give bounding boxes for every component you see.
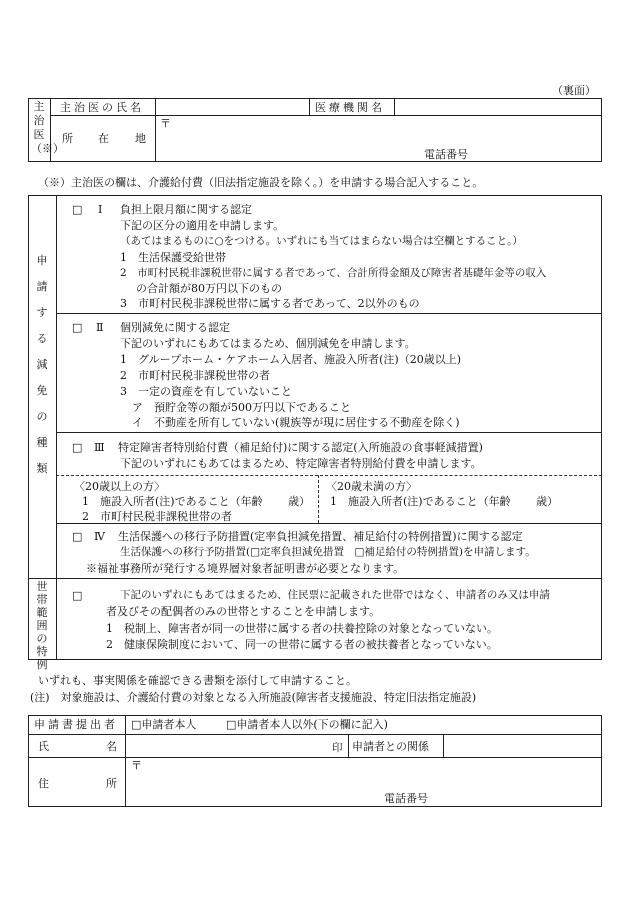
section1-title: 負担上限月額に関する認定 bbox=[120, 203, 252, 216]
household-line2: 者及びその配偶者のみの世帯とすることを申請します。 bbox=[106, 605, 381, 618]
household-vertical-label bbox=[34, 580, 50, 671]
submitter-option-self[interactable]: □申請者本人 bbox=[131, 718, 197, 731]
section2-item2: 2 市町村民税非課税世帯の者 bbox=[120, 369, 270, 382]
doctor-name-field[interactable] bbox=[157, 100, 307, 114]
household-item1: 1 税制上、障害者が同一の世帯に属する者の扶養控除の対象となっていない。 bbox=[106, 622, 498, 635]
section3-under20-title: 〈20歳未満の方〉 bbox=[326, 480, 417, 493]
types-vertical-text: 申請する減免の種類 bbox=[36, 254, 48, 475]
doctor-name-label: 主治医の氏名 bbox=[60, 101, 144, 114]
section3-over20-item2: 2 市町村民税非課税世帯の者 bbox=[82, 510, 232, 523]
section3-checkbox[interactable]: □ bbox=[72, 441, 83, 454]
section1-number: Ⅰ bbox=[98, 203, 103, 216]
section2-item3a: ア 預貯金等の額が500万円以下であること bbox=[132, 401, 351, 414]
institution-label: 医療機関名 bbox=[315, 101, 385, 114]
section2-number: Ⅱ bbox=[96, 321, 104, 334]
types-vertical-label bbox=[34, 248, 50, 482]
submitter-address-label-1: 住 bbox=[38, 777, 49, 790]
section1-item2a: 2 市町村民税非課税世帯に属する者であって、合計所得金額及び障害者基礎年金等の収入 bbox=[120, 267, 547, 279]
doctor-address-label-3: 地 bbox=[135, 132, 146, 145]
submitter-label: 申請書提出者 bbox=[34, 718, 118, 731]
section3-over20-title: 〈20歳以上の方〉 bbox=[74, 480, 165, 493]
section1-line1: 下記の区分の適用を申請します。 bbox=[120, 219, 285, 232]
household-checkbox[interactable]: □ bbox=[72, 589, 83, 602]
section1-item2b: の合計額が80万円以下のもの bbox=[136, 282, 282, 295]
section2-line1: 下記のいずれにもあてはまるため、個別減免を申請します。 bbox=[120, 337, 416, 350]
household-vertical-text: 世帯範囲の特例 bbox=[36, 580, 48, 671]
section2-title: 個別減免に関する認定 bbox=[120, 321, 230, 334]
section3-under20-item1: 1 施設入所者(注)であること（年齢 歳） bbox=[330, 495, 559, 508]
doctor-phone-label: 電話番号 bbox=[424, 148, 468, 161]
section2-item3b: イ 不動産を所有していない(親族等が現に居住する不動産を除く) bbox=[132, 416, 460, 429]
section4-note: ※福祉事務所が発行する境界層対象者証明書が必要となります。 bbox=[86, 562, 405, 575]
section2-checkbox[interactable]: □ bbox=[72, 321, 83, 334]
section1-checkbox[interactable]: □ bbox=[72, 203, 83, 216]
section4-title: 生活保護への移行予防措置(定率負担減免措置、補足給付の特例措置)に関する認定 bbox=[118, 530, 523, 543]
section1-item3: 3 市町村民税非課税世帯に属する者であって、2以外のもの bbox=[120, 297, 420, 310]
submitter-postal-mark: 〒 bbox=[131, 759, 142, 772]
section1-line2: （あてはまるものに○をつける。いずれにも当てはまらない場合は空欄とすること。） bbox=[120, 235, 523, 247]
relation-label: 申請者との関係 bbox=[352, 740, 429, 753]
section2-item3: 3 一定の資産を有していないこと bbox=[120, 385, 292, 398]
submitter-address-label-2: 所 bbox=[106, 777, 117, 790]
submitter-name-label-2: 名 bbox=[106, 740, 117, 753]
institution-field[interactable] bbox=[396, 100, 600, 114]
facility-note: (注) 対象施設は、介護給付費の対象となる入所施設(障害者支援施設、特定旧法指定施設) bbox=[30, 691, 477, 704]
section3-over20-item1: 1 施設入所者(注)であること（年齢 歳） bbox=[82, 495, 311, 508]
attachment-note: いずれも、事実関係を確認できる書類を添付して申請すること。 bbox=[38, 674, 357, 687]
doctor-address-field[interactable] bbox=[175, 117, 595, 147]
section4-number: Ⅳ bbox=[94, 530, 105, 543]
doctor-note: （※）主治医の欄は、介護給付費（旧法指定施設を除く。）を申請する場合記入すること。 bbox=[38, 176, 484, 189]
submitter-phone-label: 電話番号 bbox=[384, 792, 428, 805]
doctor-address-label-1: 所 bbox=[62, 132, 73, 145]
section3-line1: 下記のいずれにもあてはまるため、特定障害者特別給付費を申請します。 bbox=[120, 457, 482, 470]
doctor-vertical-label: 主治医（※） bbox=[31, 100, 64, 155]
section3-title: 特定障害者特別給付費（補足給付)に関する認定(入所施設の食事軽減措置) bbox=[118, 441, 483, 454]
household-item2: 2 健康保険制度において、同一の世帯に属する者の被扶養者となっていない。 bbox=[106, 638, 498, 651]
section2-item1: 1 グループホーム・ケアホーム入居者、施設入所者(注)（20歳以上) bbox=[120, 353, 461, 366]
relation-field[interactable] bbox=[446, 736, 600, 754]
doctor-address-label-2: 在 bbox=[98, 132, 109, 145]
section4-line1: 生活保護への移行予防措置(□定率負担減免措置 □補足給付の特例措置)を申請します。 bbox=[120, 546, 536, 558]
submitter-name-label-1: 氏 bbox=[38, 740, 49, 753]
section1-item1: 1 生活保護受給世帯 bbox=[120, 251, 226, 264]
doctor-postal-mark: 〒 bbox=[160, 117, 171, 130]
household-line1: 下記のいずれにもあてはまるため、住民票に記載された世帯ではなく、申請者のみ又は申請 bbox=[120, 589, 550, 601]
section4-checkbox[interactable]: □ bbox=[72, 530, 83, 543]
submitter-address-field[interactable] bbox=[146, 759, 596, 789]
section3-number: Ⅲ bbox=[94, 441, 105, 454]
submitter-option-other[interactable]: □申請者本人以外(下の欄に記入) bbox=[226, 718, 388, 731]
page-side-label: （裏面） bbox=[552, 84, 596, 97]
seal-mark: 印 bbox=[332, 742, 343, 754]
submitter-name-field[interactable] bbox=[128, 736, 328, 754]
